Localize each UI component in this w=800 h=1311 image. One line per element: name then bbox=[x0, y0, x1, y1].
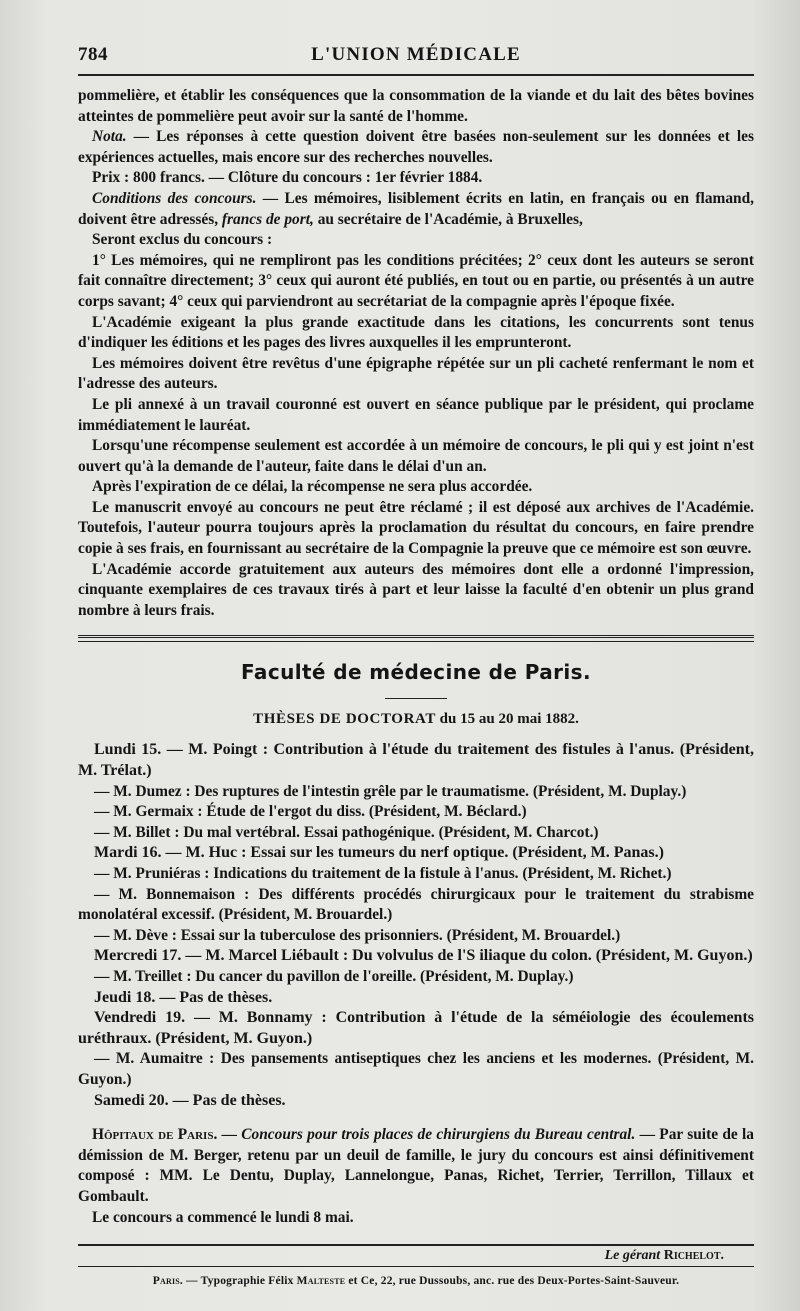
page-number: 784 bbox=[78, 44, 108, 65]
thesis-entry: — M. Billet : Du mal vertébral. Essai pathogénique. (Président, M. Charcot.) bbox=[94, 823, 599, 841]
prize-paragraph: Prix : 800 francs. — Clôture du concours : 1er février 1884. bbox=[92, 169, 483, 187]
signature: Le gérant Richelot. bbox=[604, 1248, 724, 1264]
journal-title: L'UNION MÉDICALE bbox=[311, 44, 521, 65]
thesis-entry: Jeudi 18. — Pas de thèses. bbox=[94, 988, 273, 1006]
theses-list bbox=[78, 740, 754, 1111]
conditions-label: Conditions des concours. bbox=[92, 189, 257, 207]
faculty-title: Faculté de médecine de Paris. bbox=[241, 660, 591, 685]
paragraph: L'Académie accorde gratuitement aux auteurs des mémoires dont elle a ordonné l'impression, cinquante exemplaires de ces travaux tirés à part et leur laisse la faculté d'en obtenir un plus grand nombre à leurs frais. bbox=[78, 560, 754, 619]
paragraph: Les mémoires doivent être revêtus d'une épigraphe répétée sur un pli cacheté renfermant le nom et l'adresse des auteurs. bbox=[78, 354, 754, 393]
thesis-entry: — M. Germaix : Étude de l'ergot du diss. (Président, M. Béclard.) bbox=[94, 803, 527, 821]
thesis-entry: — M. Dumez : Des ruptures de l'intestin grêle par le traumatisme. (Président, M. Duplay.) bbox=[94, 782, 687, 800]
nota-label: Nota. bbox=[92, 128, 127, 146]
thesis-entry: Samedi 20. — Pas de thèses. bbox=[94, 1091, 286, 1109]
thesis-entry: — M. Bonnemaison : Des différents procédés chirurgicaux pour le traitement du strabisme monolatéral excessif. (Président, M. Brouardel.) bbox=[78, 885, 754, 924]
thesis-entry: — M. Pruniéras : Indications du traitement de la fistule à l'anus. (Président, M. Richet.) bbox=[94, 865, 672, 882]
paragraph: L'Académie exigeant la plus grande exactitude dans les citations, les concurrents sont tenus d'indiquer les éditions et les pages des livres auxquelles il les emprunteront. bbox=[78, 313, 754, 352]
thesis-entry: — M. Aumaitre : Des pansements antiseptiques chez les anciens et les modernes. (Président, M. Guyon.) bbox=[78, 1050, 754, 1088]
header-rule bbox=[78, 74, 754, 76]
page-header bbox=[78, 44, 754, 72]
paragraph: Conditions des concours. — Les mémoires, lisiblement écrits en latin, en français ou en flamand, doivent être adressés, francs de port, au secrétaire de l'Académie, à Bruxelles, bbox=[78, 189, 754, 228]
thesis-entry: Mardi 16. — M. Huc : Essai sur les tumeurs du nerf optique. (Président, M. Panas.) bbox=[94, 844, 664, 862]
thesis-entry: — M. Treillet : Du cancer du pavillon de l'oreille. (Président, M. Duplay.) bbox=[94, 967, 574, 985]
footer-rule-thin bbox=[78, 1266, 754, 1267]
academy-section bbox=[78, 86, 754, 621]
thesis-entry: Vendredi 19. — M. Bonnamy : Contribution à l'étude de la séméiologie des écoulements uréthraux. (Président, M. Guyon.) bbox=[78, 1009, 754, 1047]
thesis-entry: — M. Dève : Essai sur la tuberculose des prisonniers. (Président, M. Brouardel.) bbox=[94, 926, 621, 944]
hopitaux-section bbox=[78, 1125, 754, 1228]
paragraph: Nota. — Les réponses à cette question doivent être basées non-seulement sur les données et les expériences actuelles, mais encore sur des recherches nouvelles. bbox=[78, 128, 754, 166]
paragraph: Le manuscrit envoyé au concours ne peut être réclamé ; il est déposé aux archives de l'Académie. Toutefois, l'auteur pourra toujours après la proclamation du résultat du concours, en faire prendre copie à ses frais, en fournissant au secrétaire de la Compagnie la preuve que ce mémoire est son œuvre. bbox=[78, 498, 754, 558]
paragraph: Le concours a commencé le lundi 8 mai. bbox=[92, 1208, 354, 1226]
paragraph: Après l'expiration de ce délai, la récompense ne sera plus accordée. bbox=[92, 478, 533, 496]
paragraph: Seront exclus du concours : bbox=[92, 231, 273, 249]
paragraph: Le pli annexé à un travail couronné est ouvert en séance publique par le président, qui proclame immédiatement le lauréat. bbox=[78, 395, 754, 434]
section-divider bbox=[78, 635, 754, 642]
hopitaux-label: Hôpitaux de Paris. bbox=[92, 1126, 218, 1144]
imprint: Paris. — Typographie Félix Malteste et Ce, 22, rue Dussoubs, anc. rue des Deux-Portes-Saint-Sauveur. bbox=[152, 1275, 680, 1288]
paragraph: pommelière, et établir les conséquences que la consommation de la viande et du lait des bêtes bovines atteintes de pommelière peut avoir sur la santé de l'homme. bbox=[78, 87, 754, 125]
title-rule bbox=[385, 698, 447, 699]
theses-title: THÈSES DE DOCTORAT du 15 au 20 mai 1882. bbox=[253, 711, 579, 728]
thesis-entry: Mercredi 17. — M. Marcel Liébault : Du volvulus de l'S iliaque du colon. (Président, M. Guyon.) bbox=[94, 947, 753, 965]
paragraph: 1° Les mémoires, qui ne rempliront pas les conditions précitées; 2° ceux dont les auteurs se seront fait connaître directement; 3° ceux qui auront été publiés, en tout ou en partie, ou présentés à un autre corps savant; 4° ceux qui parviendront au secrétariat de la compagnie après l'époque fixée. bbox=[78, 251, 754, 310]
thesis-entry: Lundi 15. — M. Poingt : Contribution à l'étude du traitement des fistules à l'anus. (Président, M. Trélat.) bbox=[78, 741, 754, 780]
paragraph: Lorsqu'une récompense seulement est accordée à un mémoire de concours, le pli qui y est joint n'est ouvert qu'à la demande de l'auteur, faite dans le délai d'un an. bbox=[78, 437, 754, 475]
footer-rule bbox=[78, 1244, 754, 1246]
paragraph: Hôpitaux de Paris. — Concours pour trois places de chirurgiens du Bureau central. — Par suite de la démission de M. Berger, retenu par un deuil de famille, le jury du concours est ainsi définitivement composé : MM. Le Dentu, Duplay, Lannelongue, Panas, Richet, Terrier, Terrillon, Tillaux et Gombault. bbox=[78, 1126, 754, 1205]
